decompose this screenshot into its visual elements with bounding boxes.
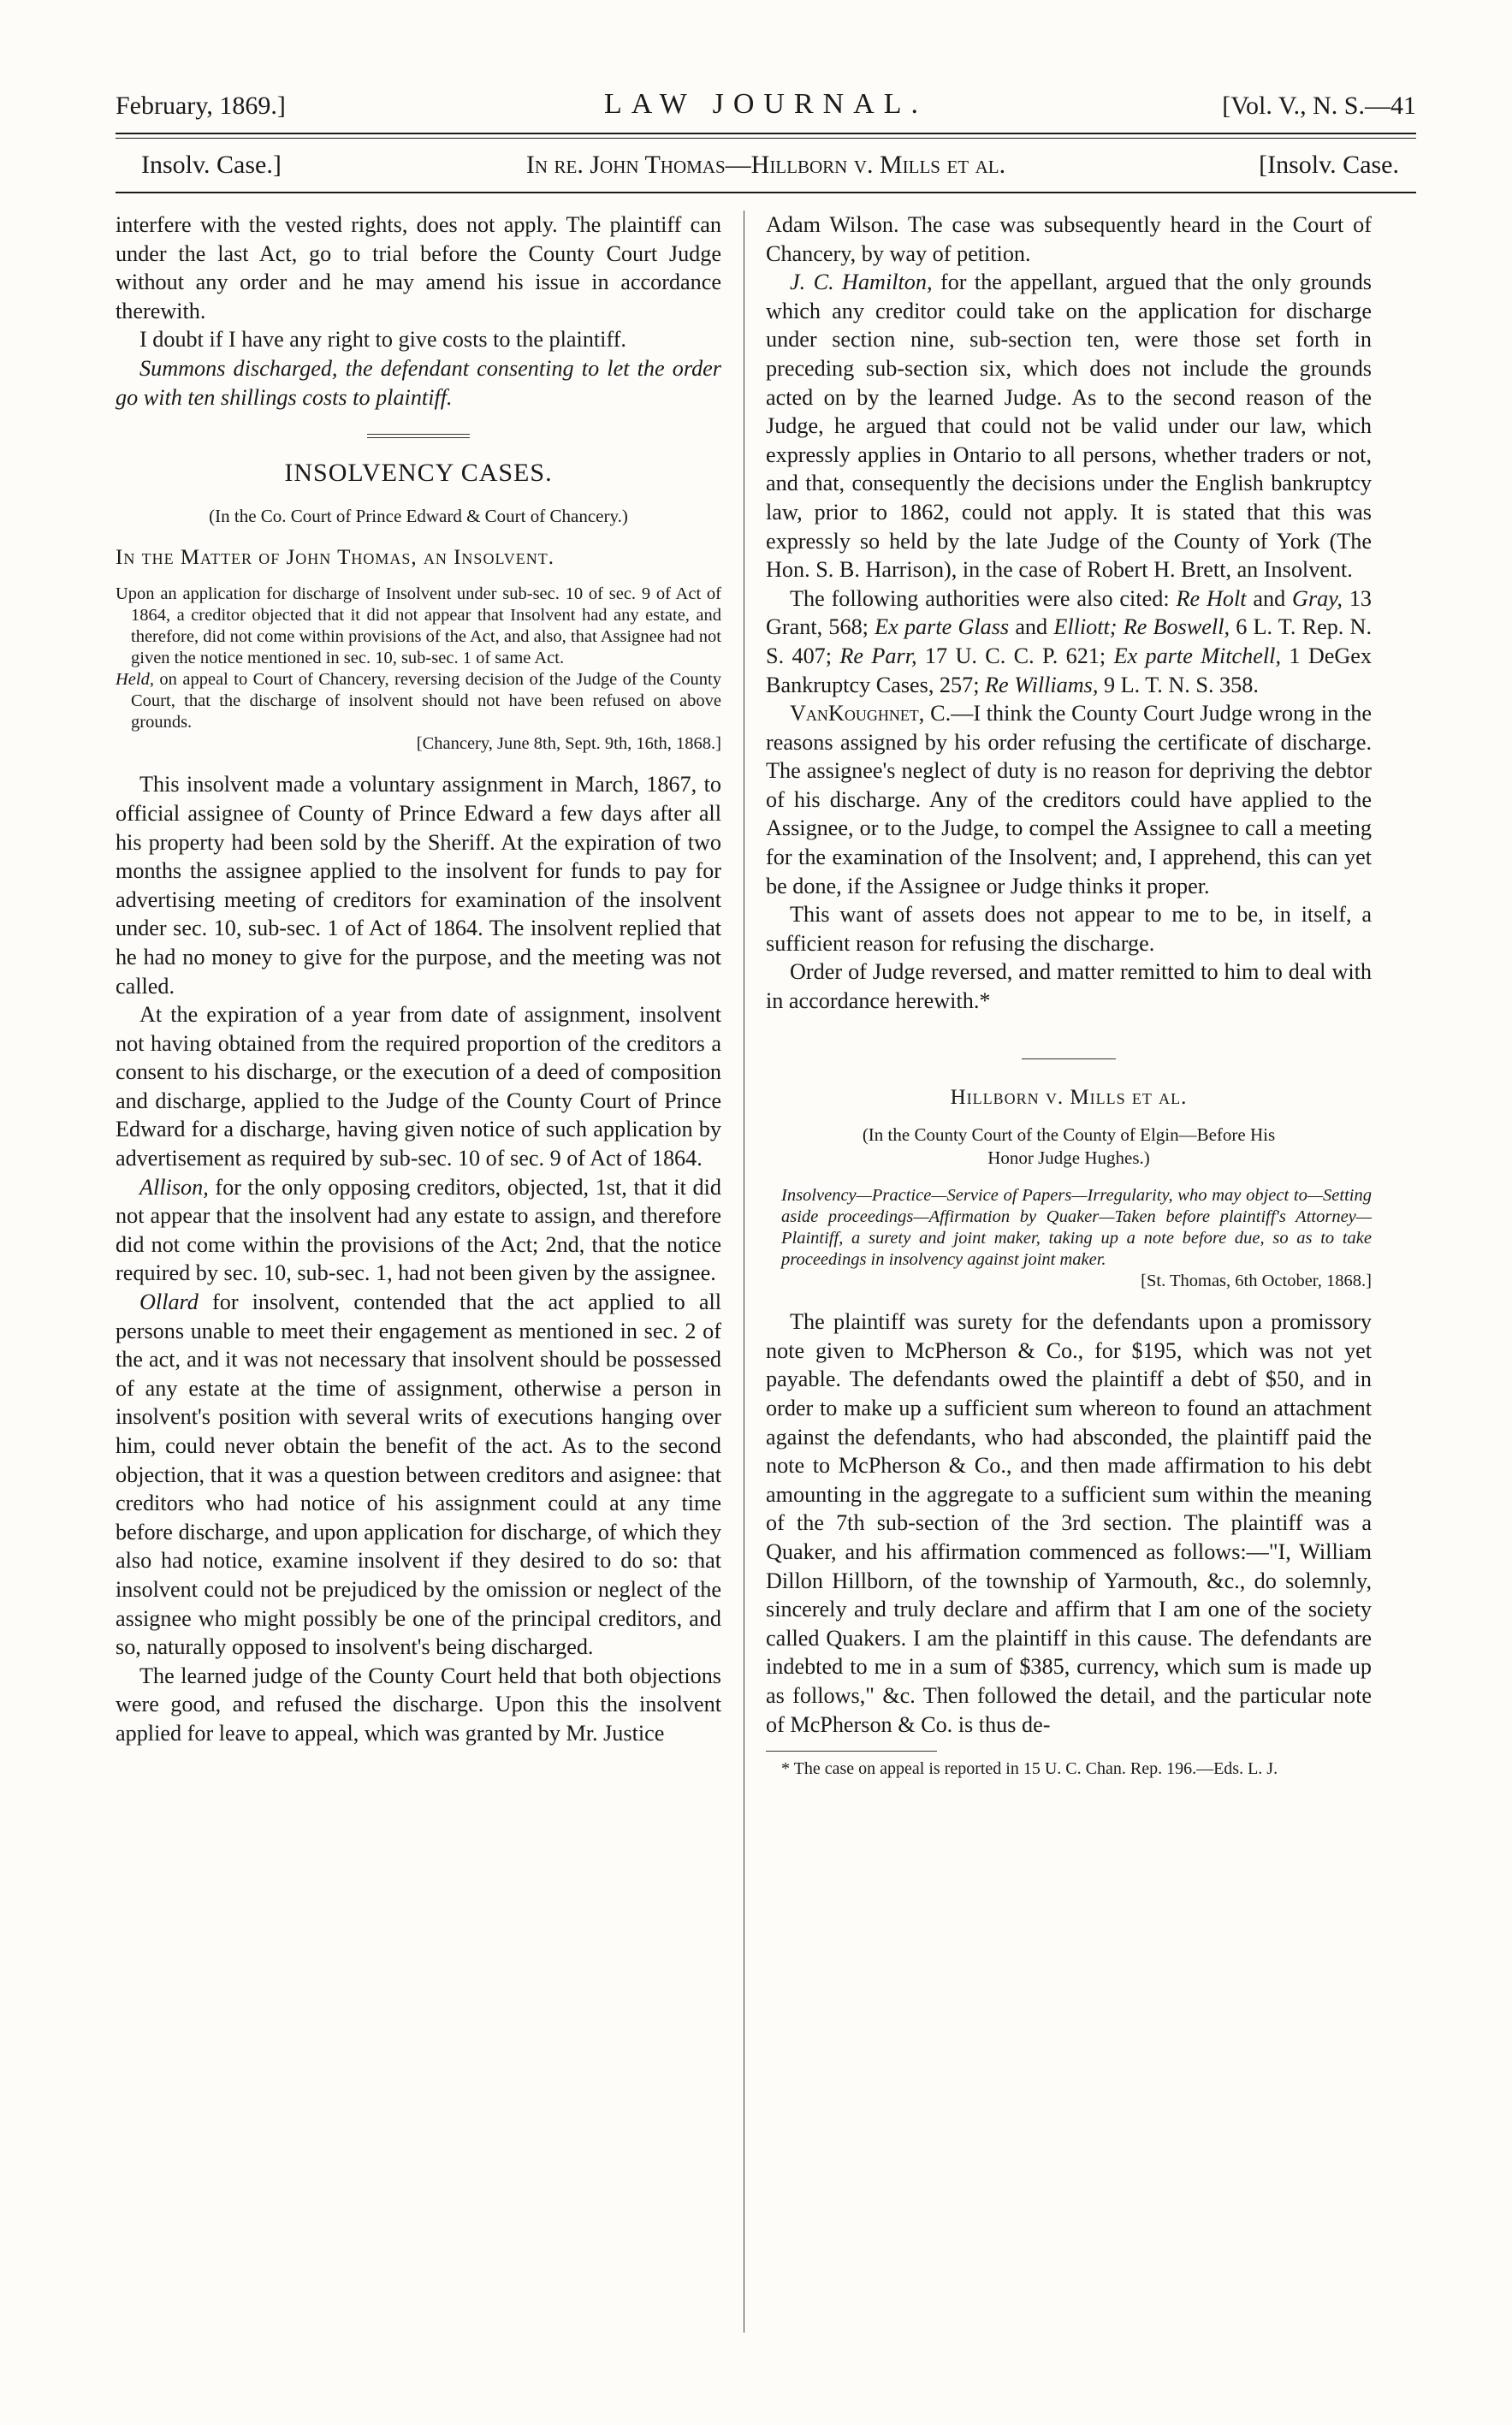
paragraph <box>116 1173 721 1288</box>
syllabus-text: on appeal to Court of Chancery, reversing decision of the Judge of the County Court, that the discharge of insolvent should not have been refused on above grounds. <box>131 670 721 732</box>
right-column <box>766 210 1372 1779</box>
paragraph: I doubt if I have any right to give costs to the plaintiff. <box>139 327 626 353</box>
text: 9 L. T. N. S. 358. <box>1103 672 1259 697</box>
judge-name: VanKoughnet, C. <box>790 701 952 726</box>
footnote: * The case on appeal is reported in 15 U. C. Chan. Rep. 196.—Eds. L. J. <box>781 1759 1278 1779</box>
court-line: (In the Co. Court of Prince Edward & Court of Chancery.) <box>209 505 628 526</box>
syllabus-text: Upon an application for discharge of Insolvent under sub-sec. 10 of sec. 9 of Act of 1864, a creditor objected that it did not appear that Insolvent had any estate, and therefore, did not come within provisions of the Act, and also, that Assignee had not given the notice mentioned in sec. 10, sub-sec. 1 of same Act. <box>116 584 721 668</box>
running-header <box>116 81 1416 129</box>
volume-page: [Vol. V., N. S.—41 <box>1222 92 1416 120</box>
header-rule-bottom <box>116 192 1416 193</box>
paragraph: This insolvent made a voluntary assignment in March, 1867, to official assignee of County of Prince Edward a few days after all his property had been sold by the Sheriff. At the expiration of two months the assignee applied to the insolvent for funds to pay for advertising meeting of creditors for examination of the insolvent under sec. 10, sub-sec. 1 of Act of 1864. The insolvent replied that he had no money to give for the purpose, and the meeting was not called. <box>116 772 721 999</box>
case-cite: Re Williams, <box>985 672 1099 697</box>
paragraph: Summons discharged, the defendant consenting to let the order go with ten shillings costs to plaintiff. <box>116 355 721 410</box>
paragraph <box>766 699 1372 900</box>
left-column <box>116 210 721 1748</box>
paragraph: At the expiration of a year from date of assignment, insolvent not having obtained from the required proportion of the creditors a consent to his discharge, or the execution of a deed of composition and discharge, applied to the Judge of the County Court of Prince Edward for a discharge, having given notice of such application by advertisement as required by sub-sec. 10 of sec. 9 of Act of 1864. <box>116 1002 721 1171</box>
text: 1 DeGex Bankruptcy Cases, 257; <box>766 643 1373 697</box>
paragraph: interfere with the vested rights, does not apply. The plaintiff can under the last Act, go to trial before the County Court Judge without any order and he may amend his issue in accordance therewith. <box>116 212 721 323</box>
syllabus-date: [St. Thomas, 6th October, 1868.] <box>1141 1272 1372 1291</box>
text: 6 L. T. Rep. N. S. 407; <box>766 614 1372 668</box>
paragraph-text: for the only opposing creditors, objected, 1st, that it did not appear that the insolvent had any estate to assign, and therefore did not come within the provisions of the Act; 2nd, that the notice required by sec. 10, sub-sec. 1, had not been given by the assignee. <box>116 1174 722 1286</box>
paragraph-text: for the appellant, argued that the only grounds which any creditor could take on the application for discharge under section nine, sub-section ten, were those set forth in preceding sub-section six, which does not include the grounds acted on by the learned Judge. As to the second reason of the Judge, he argued that could not be valid under our law, which expressly applies in Ontario to all persons, whether traders or not, and that, consequently the decisions under the English bankruptcy law, prior to 1862, could not apply. It is stated that this was expressly so held by the late Judge of the County of York (The Hon. S. B. Harrison), in the case of Robert H. Brett, an Insolvent. <box>766 270 1373 583</box>
syllabus-label: Held, <box>116 670 154 690</box>
paragraph: The learned judge of the County Court held that both objections were good, and refused the discharge. Upon this the insolvent applied for leave to appeal, which was granted by Mr. Justice <box>116 1663 721 1746</box>
counsel-name: Allison, <box>139 1174 209 1200</box>
issue-date: February, 1869.] <box>116 92 286 120</box>
authorities-paragraph <box>766 584 1372 699</box>
paragraph: Order of Judge reversed, and matter remitted to him to deal with in accordance herewith.* <box>766 959 1372 1014</box>
text: and <box>1015 614 1048 640</box>
case-title: In the Matter of John Thomas, an Insolvent. <box>116 545 555 569</box>
paragraph <box>116 1288 721 1662</box>
syllabus-date: [Chancery, June 8th, Sept. 9th, 16th, 1868.] <box>416 734 721 754</box>
text: 13 Grant, 568; <box>766 585 1373 640</box>
right-case-tag: [Insolv. Case. <box>1259 151 1399 179</box>
case-cite: Elliott; <box>1053 614 1118 640</box>
court-line: Honor Judge Hughes.) <box>987 1147 1150 1169</box>
paragraph <box>766 268 1372 584</box>
case-cite: Ex parte Glass <box>875 614 1010 640</box>
paragraph-text: for insolvent, contended that the act applied to all persons unable to meet their engagement as mentioned in sec. 2 of the act, and it was not necessary that insolvent should be possessed of any estate at the time of assignment, otherwise a person in insolvent's position with several writs of executions hanging over him, could never obtain the benefit of the act. As to the second objection, that it was a question between creditors and asignee: that creditors who had notice of his assignment could at any time before discharge, and upon application for discharge, of which they also had notice, examine insolvent if they desired to do so: that insolvent could not be prejudiced by the omission or neglect of the assignee who might possibly be one of the principal creditors, and so, naturally opposed to insolvent's being discharged. <box>116 1290 722 1660</box>
text: The following authorities were also cited: <box>790 585 1170 611</box>
paragraph: Adam Wilson. The case was subsequently heard in the Court of Chancery, by way of petition. <box>766 212 1372 266</box>
case-cite: Re Parr, <box>839 643 917 668</box>
paragraph: This want of assets does not appear to me to be, in itself, a sufficient reason for refusing the discharge. <box>766 902 1372 956</box>
text: and <box>1253 585 1286 611</box>
case-title: Hillborn v. Mills et al. <box>950 1085 1188 1109</box>
case-cite: Re Holt <box>1176 585 1247 611</box>
case-cite: Re Boswell, <box>1123 614 1230 640</box>
syllabus: Insolvency—Practice—Service of Papers—Irregularity, who may object to—Setting aside proceedings—Affirmation by Quaker—Taken before plaintiff's Attorney—Plaintiff, a surety and joint maker, taking up a note before due, so as to take proceedings in insolvency against joint maker. <box>781 1186 1372 1270</box>
header-rule <box>116 133 1416 139</box>
court-line: (In the County Court of the County of Elgin—Before His <box>862 1124 1276 1146</box>
syllabus <box>116 669 721 733</box>
case-cite: Ex parte Mitchell, <box>1113 643 1282 668</box>
journal-title: LAW JOURNAL. <box>604 88 928 120</box>
case-header <box>116 139 1416 188</box>
case-cite: Gray, <box>1292 585 1343 611</box>
running-case-title: In re. John Thomas—Hillborn v. Mills et al. <box>525 151 1006 179</box>
two-column-body <box>116 210 1416 2401</box>
text: 17 U. C. C. P. 621; <box>924 643 1106 668</box>
syllabus <box>116 584 721 669</box>
section-divider <box>367 434 470 438</box>
footnote-rule <box>766 1751 937 1752</box>
left-case-tag: Insolv. Case.] <box>141 151 282 179</box>
paragraph: The plaintiff was surety for the defendants upon a promissory note given to McPherson & Co., for $195, which was not yet payable. The defendants owed the plaintiff a debt of $50, and in order to make up a sufficient sum whereon to found an attachment against the defendants, who had absconded, the plaintiff paid the note to McPherson & Co., and then made affirmation to his debt amounting in the aggregate to a sufficient sum within the meaning of the 7th sub-section of the 3rd section. The plaintiff was a Quaker, and his affirmation commenced as follows:—"I, William Dillon Hillborn, of the township of Yarmouth, &c., do solemnly, sincerely and truly declare and affirm that I am one of the society called Quakers. I am the plaintiff in this cause. The defendants are indebted to me in a sum of $385, currency, which sum is made up as follows," &c. Then followed the detail, and the particular note of McPherson & Co. is thus de- <box>766 1309 1372 1737</box>
paragraph-text: —I think the County Court Judge wrong in the reasons assigned by his order refusing the certificate of discharge. The assignee's neglect of duty is no reason for depriving the debtor of his discharge. Any of the creditors could have applied to the Assignee, or to the Judge, to compel the Assignee to call a meeting for the examination of the Insolvent; and, I apprehend, this can yet be done, if the Assignee or Judge thinks it proper. <box>766 701 1372 898</box>
section-title: INSOLVENCY CASES. <box>284 459 553 488</box>
counsel-name: J. C. Hamilton, <box>790 270 933 295</box>
section-divider <box>1022 1058 1116 1059</box>
counsel-name: Ollard <box>139 1290 199 1315</box>
